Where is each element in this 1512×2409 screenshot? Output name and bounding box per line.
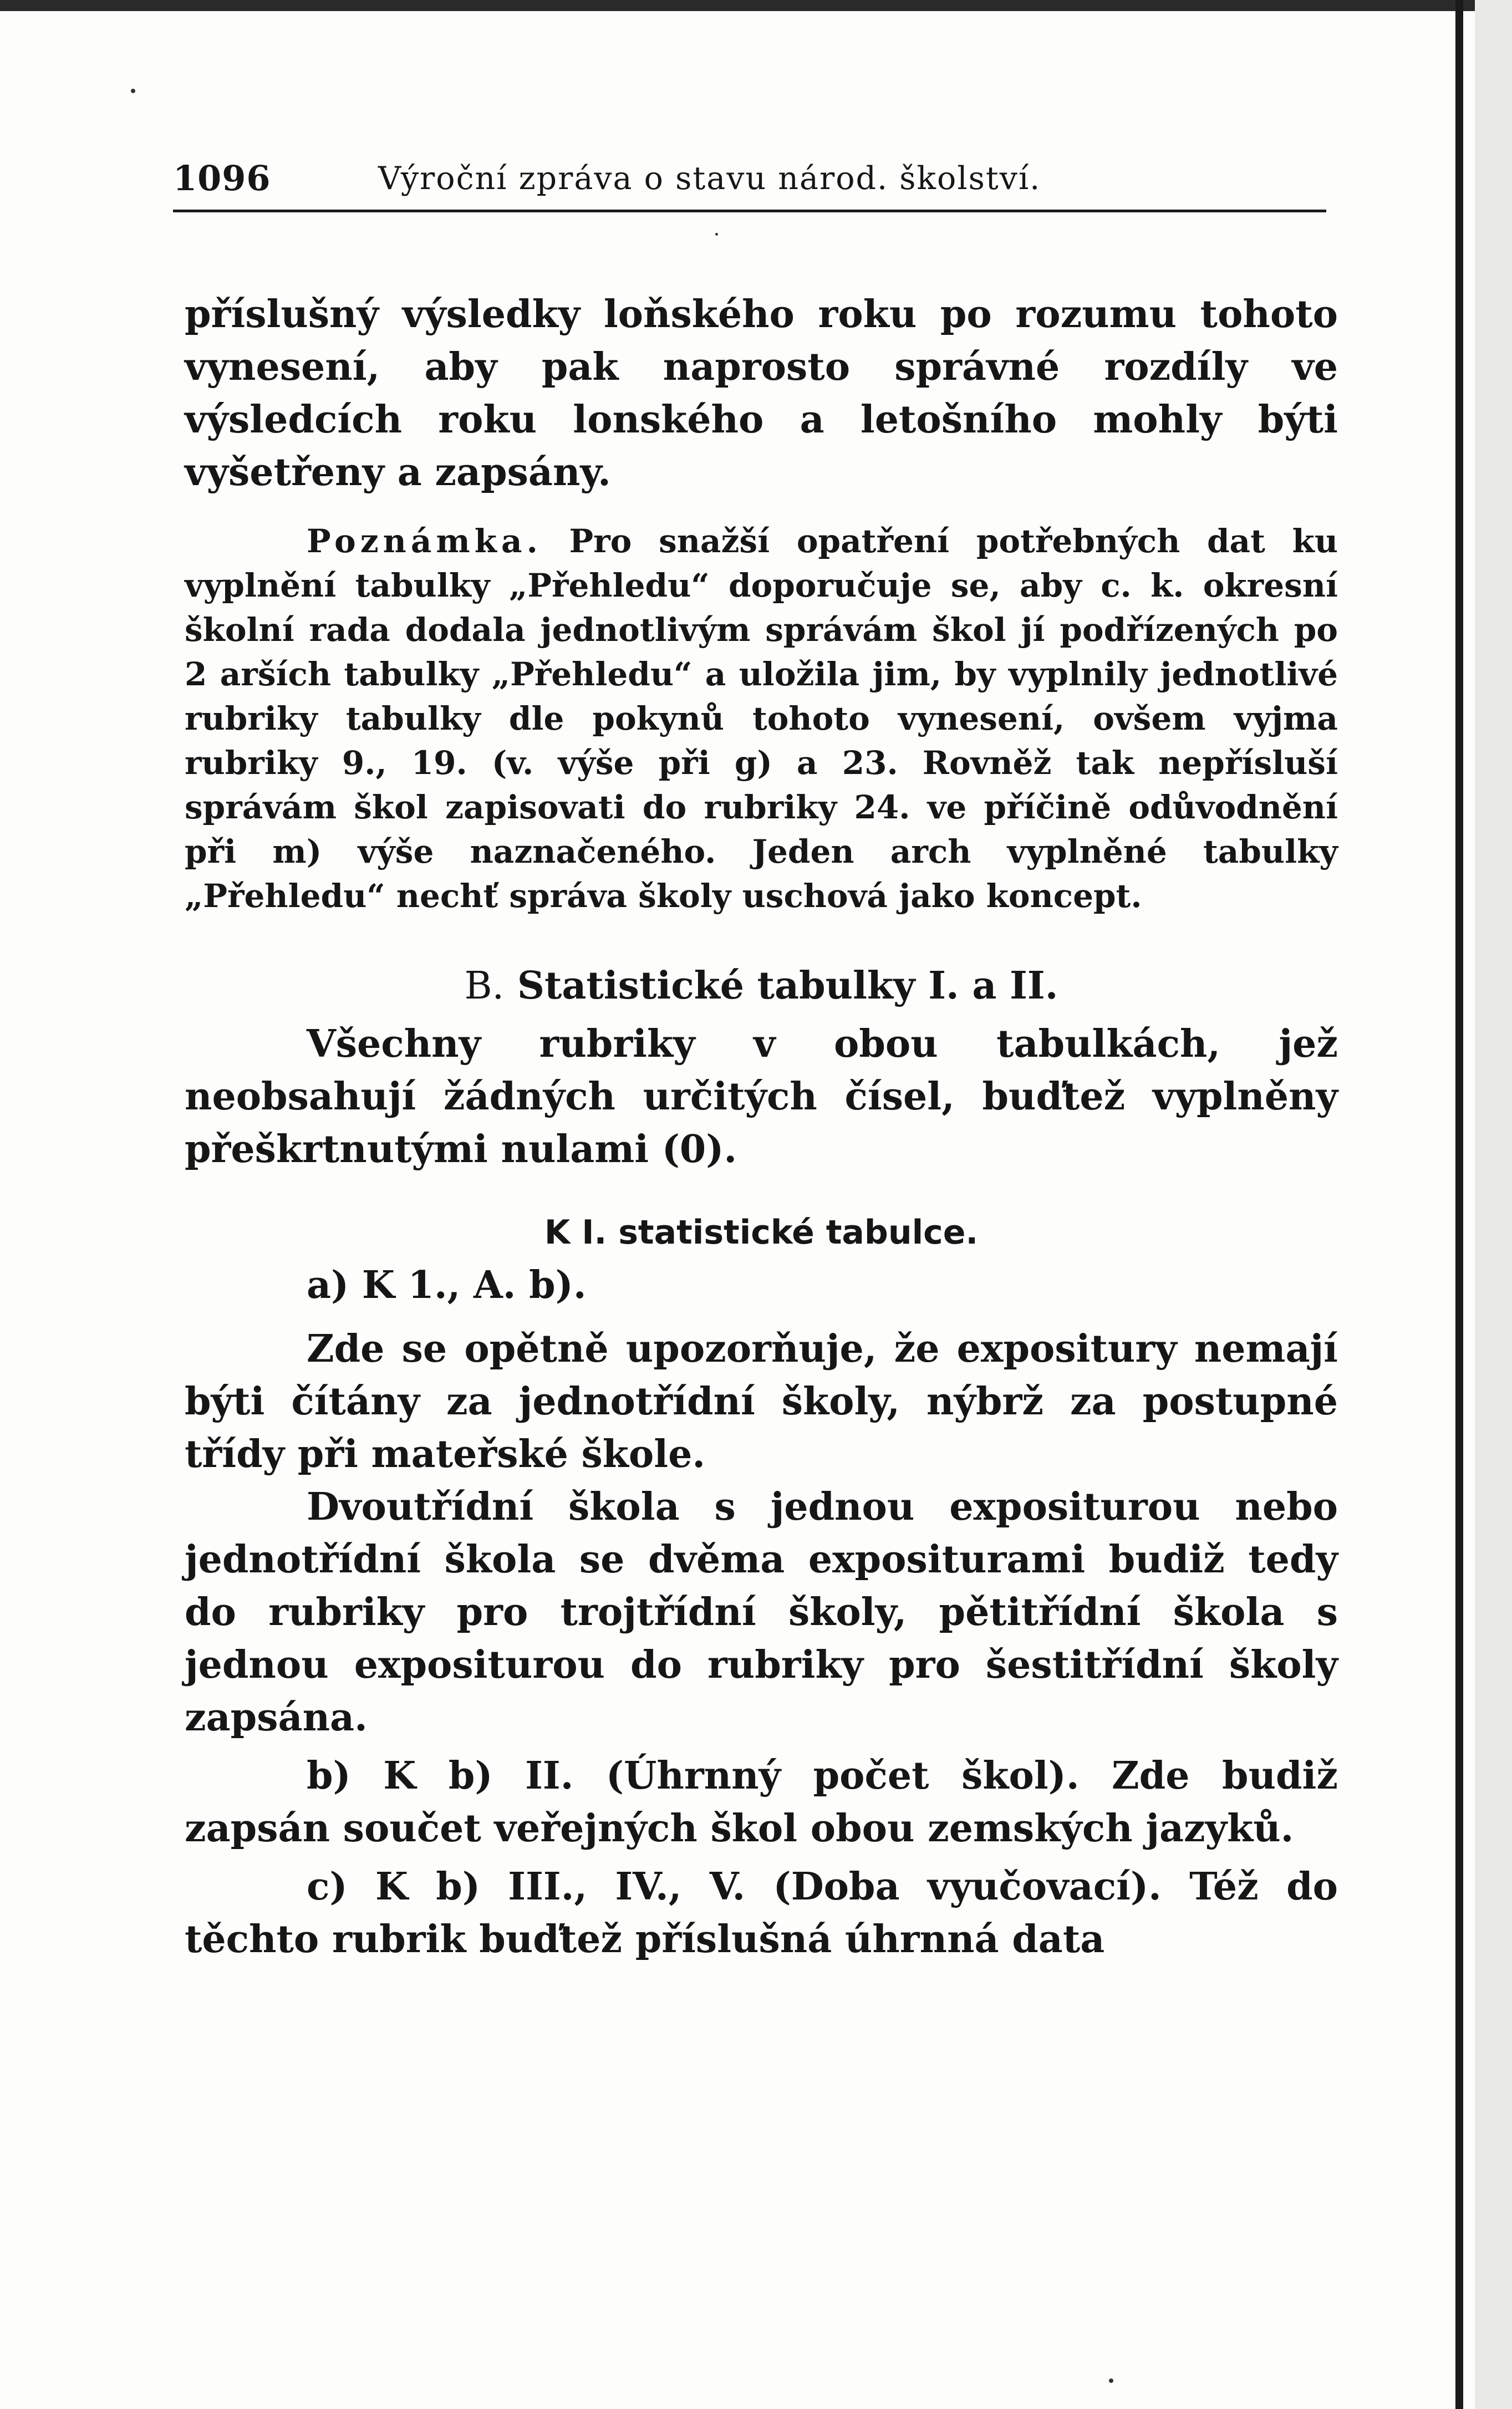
section-b-title: Statistické tabulky I. a II.: [517, 964, 1058, 1008]
paragraph-dvoutridni: Dvoutřídní škola s jednou expositurou nebo jednotřídní škola se dvěma expositurami budiž tedy do rubriky pro trojtřídní školy, pětitřídní škola s jednou expositurou do rubriky pro šestitřídní školy zapsána.: [185, 1485, 1338, 1740]
scan-speck: [1109, 2379, 1113, 2383]
scan-speck: [131, 89, 135, 93]
note-label: Poznámka.: [307, 522, 542, 560]
scan-speck: [715, 233, 718, 236]
note-text: Pro snažší opatření potřebných dat ku vyplnění tabulky „Přehledu“ doporučuje se, aby c. k. okresní školní rada dodala jednotlivým správám škol jí podřízených po 2 arších tabulky „Přehledu“ a uložila jim, by vyplnily jednotlivé rubriky tabulky dle pokynů tohoto vynesení, ovšem vyjma rubriky 9., 19. (v. výše při g) a 23. Rovněž tak nepřísluší správám škol zapisovati do rubriky 24. ve příčině odůvodnění při m) výše naznačeného. Jeden arch vyplněné tabulky „Přehledu“ nechť správa školy uschová jako koncept.: [185, 522, 1338, 915]
paragraph-c-doba: c) K b) III., IV., V. (Doba vyučovací). Též do těchto rubrik buďtež příslušná úhrnná data: [185, 1865, 1338, 1962]
paragraph-expositury: Zde se opětně upozorňuje, že expositury nemají býti čítány za jednotřídní školy, nýbrž za postupné třídy při mateřské škole.: [185, 1327, 1338, 1476]
paragraph-all-rubrics: Všechny rubriky v obou tabulkách, jež neobsahují žádných určitých čísel, buďtež vyplněny přeškrtnutými nulami (0).: [185, 1022, 1338, 1172]
note-paragraph: [185, 519, 1338, 918]
page-number: 1096: [173, 158, 271, 198]
page-header: [173, 158, 1326, 208]
scan-margin-strip: [1475, 0, 1512, 2409]
section-heading-k1: K I. statistické tabulce.: [544, 1213, 979, 1252]
paragraph-continuation: příslušný výsledky loňského roku po rozumu tohoto vynesení, aby pak naprosto správné rozdíly ve výsledcích roku lonského a letošního mohly býti vyšetřeny a zapsány.: [185, 292, 1338, 495]
page-body: [185, 288, 1338, 1966]
subsection-a: a) K 1., A. b).: [307, 1263, 587, 1307]
header-rule: [173, 210, 1326, 212]
running-title: Výroční zpráva o stavu národ. školství.: [378, 160, 1041, 197]
scan-right-edge: [1455, 0, 1463, 2409]
section-heading-b: [185, 960, 1338, 1012]
scan-top-edge: [0, 0, 1512, 11]
section-b-prefix: B.: [464, 964, 505, 1008]
paragraph-b-uhrnny: b) K b) II. (Úhrnný počet škol). Zde budiž zapsán součet veřejných škol obou zemských jazyků.: [185, 1754, 1338, 1851]
